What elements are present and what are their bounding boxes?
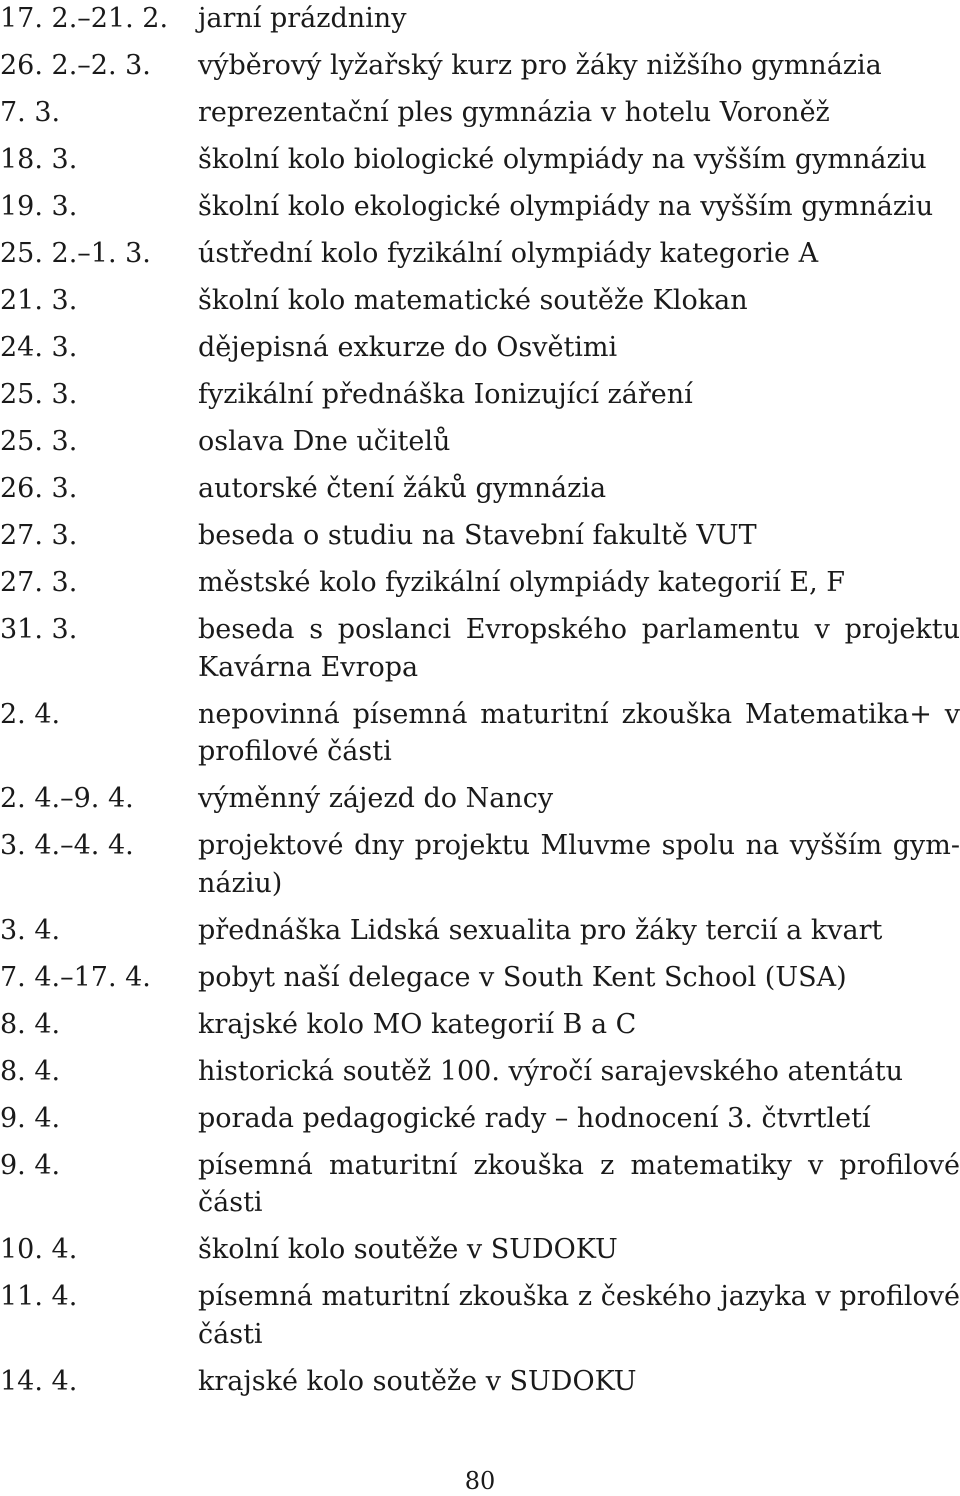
entry-date: 18. 3.	[0, 144, 78, 175]
entry-date: 9. 4.	[0, 1102, 61, 1134]
schedule-entry	[0, 1363, 960, 1401]
schedule-entry	[0, 141, 960, 179]
entry-date: 2. 4.	[0, 698, 61, 730]
entry-date: 7. 3.	[0, 97, 61, 128]
schedule-entry	[0, 1231, 960, 1269]
entry-date: 10. 4.	[0, 1234, 78, 1265]
entry-date: 26. 3.	[0, 473, 78, 504]
entry-description: přednáška Lidská sexualita pro žáky tercií a kvart	[198, 914, 883, 946]
entry-date: 9. 4.	[0, 1149, 61, 1181]
schedule-entry	[0, 780, 960, 818]
entry-date: 27. 3.	[0, 520, 78, 551]
schedule-entry	[0, 188, 960, 226]
entry-description: oslava Dne učitelů	[198, 426, 451, 457]
entry-date: 27. 3.	[0, 567, 78, 598]
entry-date: 25. 3.	[0, 426, 78, 457]
entry-date: 25. 3.	[0, 379, 78, 410]
entry-description: výměnný zájezd do Nancy	[198, 783, 554, 814]
schedule-entry	[0, 0, 960, 38]
entry-date: 3. 4.–4. 4.	[0, 830, 134, 861]
schedule-entry	[0, 47, 960, 85]
entry-description: ústřední kolo fyzikální olympiády kategorie A	[198, 238, 819, 269]
schedule-entry	[0, 564, 960, 602]
schedule-entry	[0, 1100, 960, 1138]
entry-description: projektové dny projektu Mluvme spolu na vyšším gymnáziu)	[198, 830, 960, 899]
entry-description: beseda s poslanci Evropského parlamentu v projektu Kavárna Evropa	[198, 614, 960, 683]
entry-description: porada pedagogické rady – hodnocení 3. čtvrtletí	[198, 1102, 871, 1134]
entry-description: písemná maturitní zkouška z českého jazyka v profilové části	[198, 1281, 960, 1350]
entry-description: jarní prázdniny	[198, 3, 407, 34]
entry-date: 2. 4.–9. 4.	[0, 783, 134, 814]
schedule-entry	[0, 912, 960, 950]
entry-description: nepovinná písemná maturitní zkouška Matematika+ v profilové části	[198, 698, 960, 767]
schedule-entry	[0, 94, 960, 132]
entry-date: 24. 3.	[0, 332, 78, 363]
entry-date: 11. 4.	[0, 1281, 78, 1312]
schedule-entry	[0, 282, 960, 320]
entry-description: autorské čtení žáků gymnázia	[198, 473, 607, 504]
entry-date: 17. 2.–21. 2.	[0, 3, 169, 34]
schedule-entry	[0, 611, 960, 686]
entry-description: školní kolo matematické soutěže Klokan	[198, 285, 748, 316]
schedule-entry	[0, 235, 960, 273]
entry-date: 26. 2.–2. 3.	[0, 50, 151, 81]
entry-description: dějepisná exkurze do Osvětimi	[198, 332, 618, 363]
schedule-entry	[0, 376, 960, 414]
schedule-entry	[0, 423, 960, 461]
entry-description: beseda o studiu na Stavební fakultě VUT	[198, 520, 757, 551]
entry-description: pobyt naší delegace v South Kent School (USA)	[198, 961, 847, 993]
schedule-entry	[0, 1278, 960, 1353]
entry-description: školní kolo ekologické olympiády na vyšším gymnáziu	[198, 191, 934, 222]
schedule-entry	[0, 696, 960, 771]
entry-date: 21. 3.	[0, 285, 78, 316]
entry-description: městské kolo fyzikální olympiády kategorií E, F	[198, 567, 846, 598]
schedule-entry	[0, 827, 960, 902]
entry-description: historická soutěž 100. výročí sarajevského atentátu	[198, 1055, 904, 1087]
entry-date: 31. 3.	[0, 614, 78, 645]
entry-description: školní kolo soutěže v SUDOKU	[198, 1234, 618, 1265]
entry-date: 8. 4.	[0, 1008, 61, 1040]
page-number: 80	[464, 1467, 496, 1495]
entry-date: 25. 2.–1. 3.	[0, 238, 151, 269]
entry-date: 3. 4.	[0, 914, 61, 946]
entry-date: 19. 3.	[0, 191, 78, 222]
schedule-entry	[0, 1147, 960, 1222]
schedule-entry	[0, 1053, 960, 1091]
entry-description: školní kolo biologické olympiády na vyšším gymnáziu	[198, 144, 927, 175]
schedule-entry	[0, 329, 960, 367]
entry-description: reprezentační ples gymnázia v hotelu Voroněž	[198, 97, 830, 128]
entry-description: písemná maturitní zkouška z matematiky v profilové části	[198, 1149, 960, 1218]
entry-description: krajské kolo MO kategorií B a C	[198, 1008, 637, 1040]
entry-description: fyzikální přednáška Ionizující záření	[198, 379, 693, 410]
schedule-entry	[0, 470, 960, 508]
entry-date: 8. 4.	[0, 1055, 61, 1087]
schedule-entry	[0, 959, 960, 997]
entry-date: 14. 4.	[0, 1365, 78, 1397]
entry-date: 7. 4.–17. 4.	[0, 961, 151, 993]
entry-description: výběrový lyžařský kurz pro žáky nižšího gymnázia	[198, 50, 882, 81]
schedule-entry	[0, 1006, 960, 1044]
schedule-entry	[0, 517, 960, 555]
entry-description: krajské kolo soutěže v SUDOKU	[198, 1365, 637, 1397]
